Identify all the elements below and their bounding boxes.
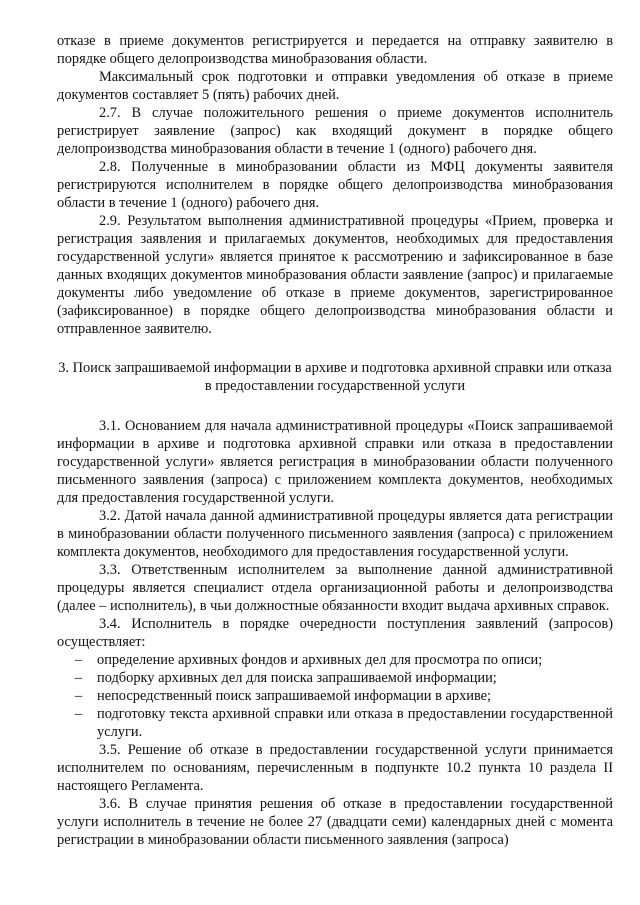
list-item [57, 687, 613, 705]
paragraph-2-7: 2.7. В случае положительного решения о приеме документов исполнитель регистрирует заявление (запрос) как входящий документ в порядке общего делопроизводства минобразования области в течение 1 (одного) рабочего дня. [57, 105, 613, 157]
list-dash: – [75, 706, 83, 722]
paragraph-3-4: 3.4. Исполнитель в порядке очередности поступления заявлений (запросов) осуществляет: [57, 616, 613, 650]
section-3-heading: 3. Поиск запрашиваемой информации в архиве и подготовка архивной справки или отказа в предоставлении государственной услуги [58, 360, 612, 394]
paragraph-max-term: Максимальный срок подготовки и отправки уведомления об отказе в приеме документов составляет 5 (пять) рабочих дней. [57, 69, 613, 103]
paragraph-3-6: 3.6. В случае принятия решения об отказе в предоставлении государственной услуги исполнитель в течение не более 27 (двадцати семи) календарных дней с момента регистрации в минобразовании области письменного заявления (запроса) [57, 796, 613, 848]
paragraph-2-8: 2.8. Полученные в минобразовании области из МФЦ документы заявителя регистрируются исполнителем в порядке общего делопроизводства минобразования области в течение 1 (одного) рабочего дня. [57, 159, 613, 211]
list-item-text: подборку архивных дел для поиска запрашиваемой информации; [97, 670, 497, 686]
paragraph-3-1: 3.1. Основанием для начала административной процедуры «Поиск запрашиваемой информации в архиве и подготовка архивной справки или отказа в предоставлении государственной услуги» является регистрация в минобразовании области полученного письменного заявления (запроса) с приложением комплекта документов, необходимых для предоставления государственной услуги. [57, 418, 613, 506]
list-dash: – [75, 670, 83, 686]
paragraph-continuation: отказе в приеме документов регистрируется и передается на отправку заявителю в порядке общего делопроизводства минобразования области. [57, 33, 613, 67]
list-item-text: непосредственный поиск запрашиваемой информации в архиве; [97, 688, 492, 704]
paragraph-3-3: 3.3. Ответственным исполнителем за выполнение данной административной процедуры является специалист отдела организационной работы и делопроизводства (далее – исполнитель), в чьи должностные обязанности входит выдача архивных справок. [57, 562, 613, 614]
list-dash: – [75, 652, 83, 668]
paragraph-3-5: 3.5. Решение об отказе в предоставлении государственной услуги принимается исполнителем по основаниям, перечисленным в подпункте 10.2 пункта 10 раздела II настоящего Регламента. [57, 742, 613, 794]
paragraph-3-2: 3.2. Датой начала данной административной процедуры является дата регистрации в минобразовании области полученного письменного заявления (запроса) с приложением комплекта документов, необходимого для предоставления государственной услуги. [57, 508, 613, 560]
list-item [57, 705, 613, 741]
list-item-text: подготовку текста архивной справки или отказа в предоставлении государственной услуги. [97, 706, 613, 740]
list-item-text: определение архивных фондов и архивных дел для просмотра по описи; [97, 652, 543, 668]
list-item [57, 669, 613, 687]
paragraph-2-9: 2.9. Результатом выполнения административной процедуры «Прием, проверка и регистрация заявления и прилагаемых документов, необходимых для предоставления государственной услуги» является принятое к рассмотрению и зафиксированное в базе данных входящих документов минобразования области заявление (запрос) и прилагаемые документы либо уведомление об отказе в приеме документов, зарегистрированное (зафиксированное) в порядке общего делопроизводства минобразования области и отправленное заявителю. [57, 213, 613, 337]
list-dash: – [75, 688, 83, 704]
procedure-list [57, 651, 613, 741]
list-item [57, 651, 613, 669]
